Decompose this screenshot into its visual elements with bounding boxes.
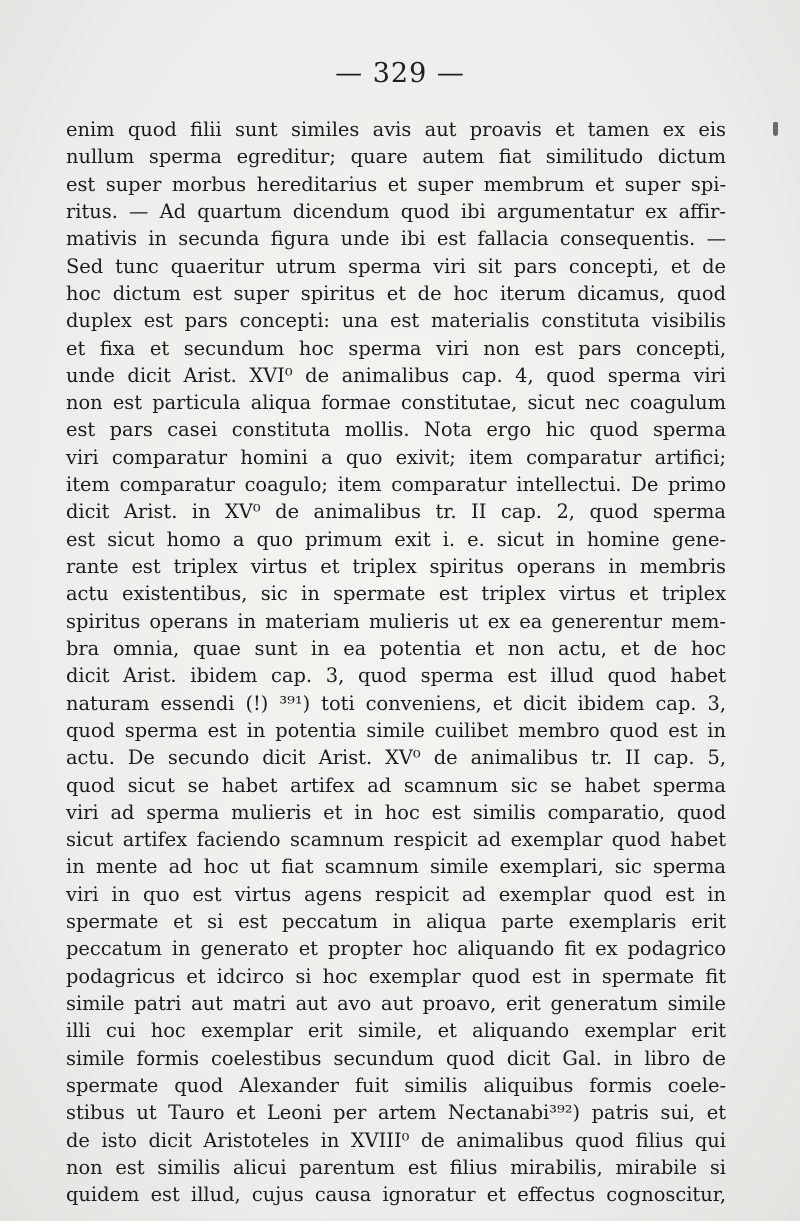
text-line: unde dicit Arist. XVI⁰ de animalibus cap. 4, quod sperma viri (66, 363, 726, 387)
text-line: est sicut homo a quo primum exit i. e. sicut in homine gene- (66, 527, 726, 551)
text-line: spermate et si est peccatum in aliqua parte exemplaris erit (66, 910, 726, 934)
text-line: hoc dictum est super spiritus et de hoc iterum dicamus, quod (66, 281, 726, 305)
text-line: item comparatur coagulo; item comparatur intellectui. De primo (66, 473, 726, 497)
text-line: est super morbus hereditarius et super membrum et super spi- (66, 172, 726, 196)
text-line: spermate quod Alexander fuit similis aliquibus formis coele- (66, 1073, 726, 1097)
text-line: quod sperma est in potentia simile cuilibet membro quod est in (66, 718, 726, 742)
text-line: et fixa et secundum hoc sperma viri non est pars concepti, (66, 336, 726, 360)
text-line: dicit Arist. ibidem cap. 3, quod sperma est illud quod habet (66, 664, 726, 688)
page-number: — 329 — (335, 58, 465, 89)
text-line: bra omnia, quae sunt in ea potentia et non actu, et de hoc (66, 636, 726, 660)
text-line: simile formis coelestibus secundum quod dicit Gal. in libro de (66, 1046, 726, 1070)
text-line: rante est triplex virtus et triplex spiritus operans in membris (66, 555, 726, 578)
text-line: podagricus et idcirco si hoc exemplar quod est in spermate fit (66, 964, 726, 988)
text-line: dicit Arist. in XV⁰ de animalibus tr. II cap. 2, quod sperma (66, 500, 726, 524)
text-line: duplex est pars concepti: una est materialis constituta visibilis (66, 309, 726, 333)
ink-mark (773, 122, 778, 136)
text-line: quidem est illud, cujus causa ignoratur et effectus cognoscitur, (66, 1183, 726, 1207)
text-line: viri comparatur homini a quo exivit; item comparatur artifici; (66, 445, 726, 469)
text-line: naturam essendi (!) ³⁹¹) toti conveniens, et dicit ibidem cap. 3, (66, 691, 726, 715)
text-line: est pars casei constituta mollis. Nota ergo hic quod sperma (66, 418, 726, 442)
text-line: spiritus operans in materiam mulieris ut ex ea generentur mem- (66, 609, 726, 633)
text-line: non est particula aliqua formae constitutae, sicut nec coagulum (66, 391, 726, 415)
text-line: stibus ut Tauro et Leoni per artem Nectanabi³⁹²) patris sui, et (66, 1101, 726, 1125)
text-line: de isto dicit Aristoteles in XVIII⁰ de animalibus quod filius qui (66, 1128, 726, 1152)
text-line: actu existentibus, sic in spermate est triplex virtus et triplex (66, 582, 726, 606)
text-line: Sed tunc quaeritur utrum sperma viri sit pars concepti, et de (66, 254, 726, 278)
text-line: quod sicut se habet artifex ad scamnum sic se habet sperma (66, 773, 726, 797)
text-line: enim quod filii sunt similes avis aut proavis et tamen ex eis (66, 118, 726, 141)
body-text (66, 116, 726, 1209)
text-line: mativis in secunda figura unde ibi est fallacia consequentis. — (66, 227, 726, 251)
text-line: actu. De secundo dicit Arist. XV⁰ de animalibus tr. II cap. 5, (66, 746, 726, 770)
text-line: peccatum in generato et propter hoc aliquando fit ex podagrico (66, 937, 726, 961)
text-line: ritus. — Ad quartum dicendum quod ibi argumentatur ex affir- (66, 199, 726, 223)
text-line: nullum sperma egreditur; quare autem fiat similitudo dictum (66, 145, 726, 169)
text-line: sicut artifex faciendo scamnum respicit ad exemplar quod habet (66, 828, 726, 852)
text-line: viri in quo est virtus agens respicit ad exemplar quod est in (66, 882, 726, 906)
text-line: illi cui hoc exemplar erit simile, et aliquando exemplar erit (66, 1019, 726, 1043)
text-line: in mente ad hoc ut fiat scamnum simile exemplari, sic sperma (66, 855, 726, 879)
text-line: non est similis alicui parentum est filius mirabilis, mirabile si (66, 1155, 726, 1179)
text-line: simile patri aut matri aut avo aut proavo, erit generatum simile (66, 992, 726, 1015)
text-line: viri ad sperma mulieris et in hoc est similis comparatio, quod (66, 800, 726, 824)
